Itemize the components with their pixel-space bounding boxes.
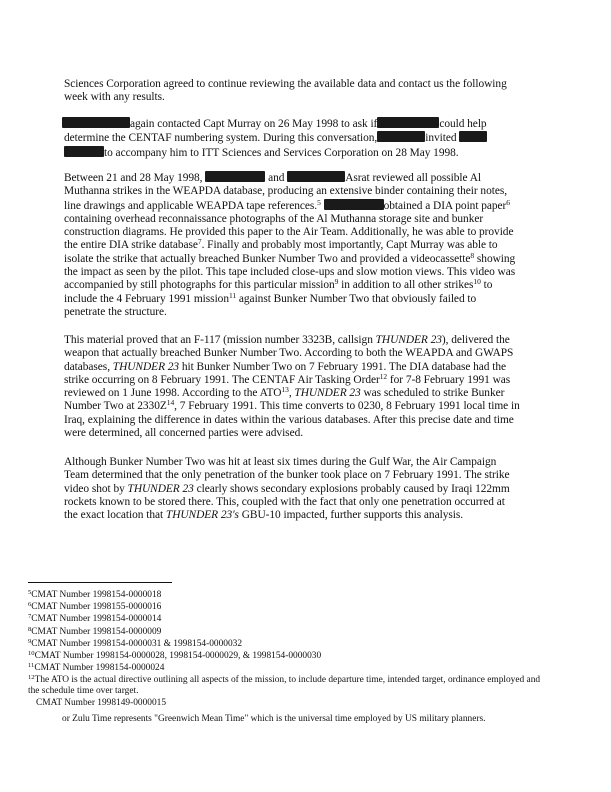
redaction-block [62, 117, 130, 128]
paragraph-2-text: could help determine the CENTAF numbering system. During this conversation, [64, 118, 487, 145]
paragraph-5-text: GBU-10 impacted, further supports this analysis. [238, 509, 464, 522]
paragraph-1-text: Sciences Corporation agreed to continue reviewing the available data and contact us the following week with any results. [64, 78, 507, 104]
paragraph-5-text: clearly shows secondary explosions probably caused by Iraqi 122mm rockets known to be stored there. This, coupled with the fact that only one penetration occurred at the exact location that [64, 482, 510, 522]
footnote-ref: 11 [228, 290, 237, 300]
footnote-item: $^{11}$CMAT Number 1998154-0000024 [28, 662, 165, 674]
paragraph-3-text: Between 21 and 28 May 1998, [64, 172, 203, 184]
footnote-ref: 5 [317, 197, 321, 207]
paragraph-4-text: This material proved that an F-117 (mission number 3323B, callsign [64, 334, 376, 346]
paragraph-4-text: , [288, 387, 295, 400]
paragraph-2 [64, 117, 520, 160]
redaction-block [324, 199, 384, 210]
footnote-ref: 8 [470, 250, 475, 260]
footnote-item: CMAT Number 1998149-0000015 [36, 697, 167, 708]
paragraph-3-text: obtained a DIA point paper [383, 199, 507, 212]
footnote-ref: 7 [197, 237, 202, 247]
footnote-ref: 14 [166, 398, 175, 408]
paragraph-5 [64, 456, 520, 522]
paragraph-3-text: to include the 4 February 1991 mission [64, 279, 493, 305]
redaction-block [459, 131, 487, 142]
paragraph-4 [64, 334, 520, 440]
footnote-ref: 12 [379, 371, 388, 381]
paragraph-2-text: again contacted Capt Murray on 26 May 1998 to ask if [130, 118, 378, 130]
paragraph-1 [64, 78, 520, 105]
footnote-item: $^{12}$The ATO is the actual directive outlining all aspects of the mission, to include departure time, intended target, ordinance employed and the schedule time over target. [28, 674, 541, 696]
footnote-item: $^6$CMAT Number 1998155-0000016 [28, 601, 162, 613]
paragraph-3-text: Asrat reviewed all possible Al Muthanna strikes in the WEAPDA database, producing an extensive binder containing their notes, line drawings and applicable WEAPDA tape references. [64, 172, 508, 212]
paragraph-2-text: to accompany him to ITT Sciences and Services Corporation on 28 May 1998. [104, 146, 459, 159]
callsign: THUNDER 23 [127, 482, 194, 495]
paragraph-4-text: was scheduled to strike Bunker Number Two at 2330Z [64, 387, 505, 413]
paragraph-3-text: showing the impact as seen by the pilot. This tape included close-ups and slow motion views. This video was accompanied by still photographs for this particular mission [64, 252, 516, 292]
redaction-block [377, 117, 439, 128]
footnote-ref: 13 [281, 385, 289, 395]
redaction-block [64, 146, 104, 157]
callsign: THUNDER 23's [165, 509, 239, 522]
paragraph-3-text: . Finally and probably most importantly, Capt Murray was able to isolate the strike that actually breached Bunker Number Two and provided a videocassette [64, 239, 498, 265]
paragraph-3-text: containing overhead reconnaissance photographs of the Al Muthanna storage site and bunker construction diagrams. He provided this paper to the Air Team. Additionally, he was able to provide the entire DIA strike database [64, 212, 514, 252]
footnote-divider [28, 582, 172, 583]
redaction-block [287, 171, 345, 182]
paragraph-4-text: hit Bunker Number Two on 7 February 1991. The DIA database had the strike occurring on 8 February 1991. The CENTAF Air Tasking Order [64, 360, 507, 386]
footnote-item: $^9$CMAT Number 1998154-0000031 & 1998154-0000032 [28, 637, 243, 649]
footnote-item: or Zulu Time represents "Greenwich Mean Time" which is the universal time employed by US military planners. [62, 714, 486, 725]
footnote-ref: 9 [334, 277, 339, 287]
paragraph-5-text: Although Bunker Number Two was hit at least six times during the Gulf War, the Air Campaign Team determined that the only penetration of the bunker took place on 7 February 1991. The strike video shot by [64, 456, 510, 495]
paragraph-4-text: for 7-8 February 1991 was reviewed on 1 June 1998. According to the ATO [64, 373, 511, 400]
paragraph-3 [64, 171, 520, 319]
callsign: THUNDER 23 [112, 360, 180, 373]
footnotes [28, 588, 584, 724]
footnote-ref: 6 [506, 197, 510, 207]
paragraph-2-text: invited [425, 132, 457, 145]
paragraph-4-text: , 7 February 1991. This time converts to 0230, 8 February 1991 local time in Iraq, explaining the difference in dates within the various databases. After this precise date and time were determined, all concerned parties were advised. [64, 400, 520, 440]
footnote-item: $^{10}$CMAT Number 1998154-0000028, 1998154-0000029, & 1998154-0000030 [28, 650, 322, 662]
footnote-item: $^8$CMAT Number 1998154-0000009 [28, 625, 162, 637]
paragraph-3-text: in addition to all other strikes [338, 279, 474, 292]
paragraph-4-text: ), delivered the weapon that actually breached Bunker Number Two. According to both the WEAPDA and GWAPS databases, [64, 334, 514, 373]
paragraph-3-text: and [268, 172, 285, 184]
footnote-item: $^5$CMAT Number 1998154-0000018 [28, 589, 162, 600]
redaction-block [205, 171, 265, 182]
callsign: THUNDER 23 [375, 334, 442, 346]
paragraph-3-text: against Bunker Number Two that obviously failed to penetrate the structure. [64, 292, 477, 318]
footnote-ref: 10 [473, 277, 481, 287]
footnote-item: $^7$CMAT Number 1998154-0000014 [28, 613, 162, 625]
callsign: THUNDER 23 [294, 387, 361, 400]
redaction-block [377, 131, 425, 142]
